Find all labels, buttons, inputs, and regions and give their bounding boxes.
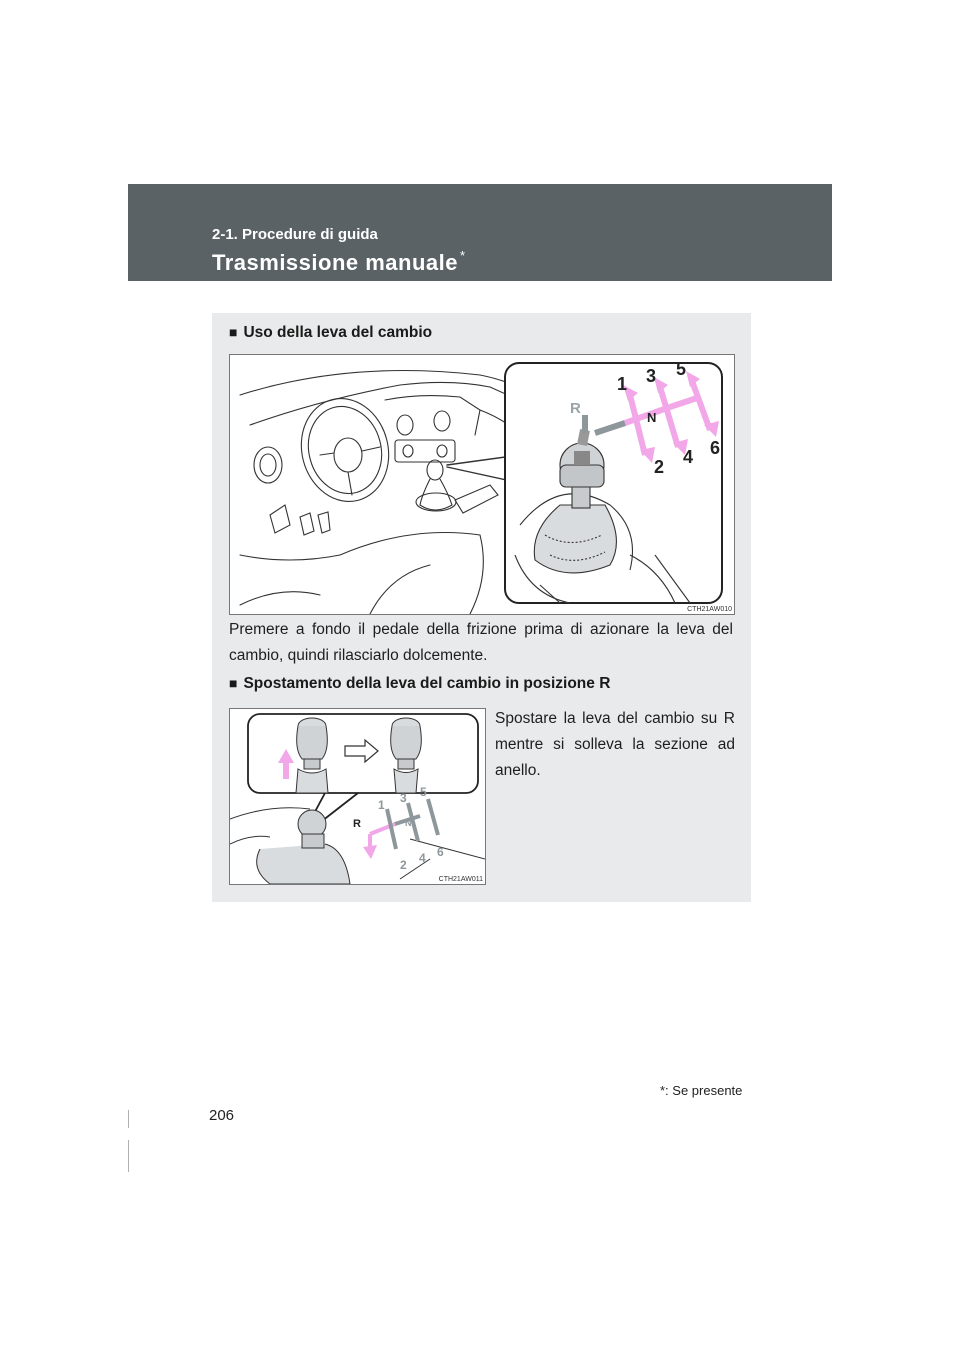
gear-label-n: N bbox=[405, 818, 412, 828]
gear-label-4: 4 bbox=[683, 447, 694, 467]
figure-code: CTH21AW010 bbox=[687, 606, 732, 613]
heading-text: Uso della leva del cambio bbox=[243, 324, 433, 341]
margin-line bbox=[128, 1110, 129, 1128]
bullet-square: ■ bbox=[229, 675, 238, 691]
footnote: *: Se presente bbox=[660, 1083, 743, 1098]
gear-label-5: 5 bbox=[676, 359, 687, 379]
gear-label-r: R bbox=[570, 400, 581, 417]
heading-shift-to-r bbox=[229, 675, 610, 693]
interior-illustration bbox=[230, 355, 734, 614]
gear-label-6: 6 bbox=[437, 845, 444, 859]
gear-label-r: R bbox=[353, 818, 361, 830]
reverse-instruction-text: Spostare la leva del cambio su R mentre si solleva la sezione ad anello. bbox=[495, 710, 735, 779]
gear-label-2: 2 bbox=[654, 457, 665, 477]
optional-mark: * bbox=[460, 248, 466, 263]
page-title bbox=[212, 250, 466, 276]
gear-label-3: 3 bbox=[646, 366, 657, 386]
gear-label-4: 4 bbox=[419, 851, 426, 865]
reverse-arrows bbox=[363, 799, 438, 859]
reverse-illustration bbox=[230, 709, 485, 884]
section-label: 2-1. Procedure di guida bbox=[212, 226, 378, 243]
bullet-square: ■ bbox=[229, 324, 238, 340]
figure-code: CTH21AW011 bbox=[438, 876, 483, 883]
page-title-text: Trasmissione manuale bbox=[212, 250, 458, 275]
margin-line bbox=[128, 1140, 129, 1172]
gear-label-2: 2 bbox=[400, 858, 407, 872]
gear-label-n: N bbox=[647, 410, 657, 425]
gear-label-5: 5 bbox=[420, 785, 427, 799]
gear-label-6: 6 bbox=[710, 438, 721, 458]
header-band bbox=[128, 184, 832, 281]
clutch-instruction-text: Premere a fondo il pedale della frizione prima di azionare la leva del cambio, quindi rilasciarlo dolcemente. bbox=[229, 621, 733, 664]
gear-label-3: 3 bbox=[400, 791, 407, 805]
gear-label-1: 1 bbox=[378, 798, 385, 812]
figure-shift-to-reverse bbox=[229, 708, 486, 885]
gear-label-1: 1 bbox=[617, 374, 628, 394]
heading-text: Spostamento della leva del cambio in posizione R bbox=[243, 675, 611, 692]
content-box bbox=[212, 313, 751, 902]
figure-interior-gear-lever bbox=[229, 354, 735, 615]
heading-gear-lever-use bbox=[229, 324, 432, 342]
reverse-gear-labels bbox=[353, 785, 444, 872]
page-number: 206 bbox=[209, 1107, 235, 1124]
